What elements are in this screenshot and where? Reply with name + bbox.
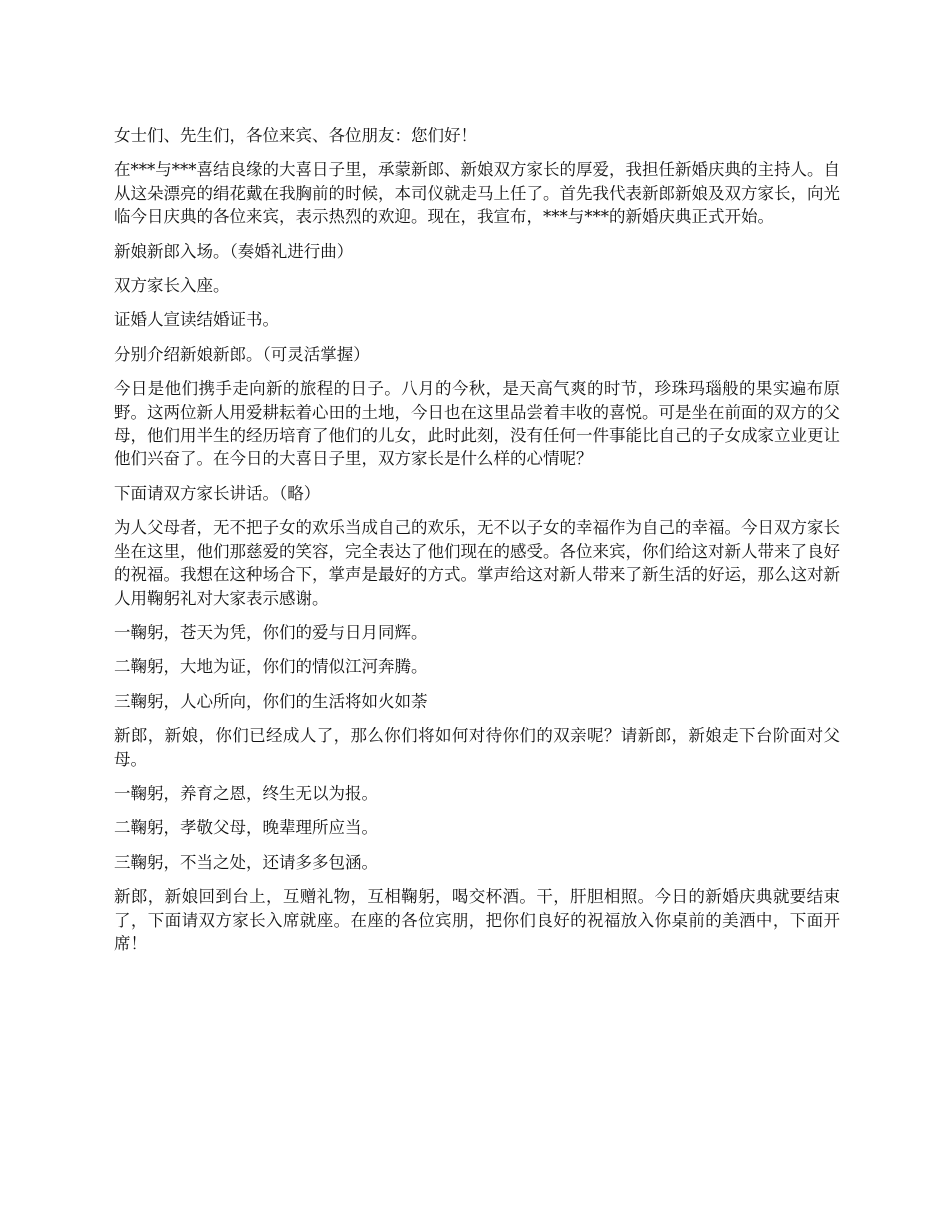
parents-seated-paragraph: 双方家长入座。 bbox=[114, 276, 230, 296]
opening-paragraph: 在***与***喜结良缘的大喜日子里，承蒙新郎、新娘双方家长的厚爱，我担任新婚庆典的主持人。自从这朵漂亮的绢花戴在我胸前的时候，本司仪就走马上任了。首先我代表新郎新娘及双方家长，向光临今日庆典的各位来宾，表示热烈的欢迎。现在，我宣布，***与***的新婚庆典正式开始。 bbox=[114, 160, 840, 227]
second-bow-paragraph: 二鞠躬，大地为证，你们的情似江河奔腾。 bbox=[114, 657, 428, 677]
closing-paragraph: 新郎，新娘回到台上，互赠礼物，互相鞠躬，喝交杯酒。干，肝胆相照。今日的新婚庆典就要结束了，下面请双方家长入席就座。在座的各位宾朋，把你们良好的祝福放入你桌前的美酒中，下面开席！ bbox=[114, 887, 840, 953]
first-bow-paragraph: 一鞠躬，苍天为凭，你们的爱与日月同辉。 bbox=[114, 622, 428, 642]
parents-second-bow-paragraph: 二鞠躬，孝敬父母，晚辈理所应当。 bbox=[114, 818, 378, 838]
greeting-paragraph: 女士们、先生们，各位来宾、各位朋友：您们好！ bbox=[114, 126, 477, 145]
face-parents-paragraph: 新郎，新娘，你们已经成人了，那么你们将如何对待你们的双亲呢？请新郎，新娘走下台阶面对父母。 bbox=[114, 726, 840, 769]
introduction-paragraph: 分别介绍新娘新郎。（可灵活掌握） bbox=[114, 344, 370, 364]
parents-speech-paragraph: 下面请双方家长讲话。（略） bbox=[114, 483, 321, 503]
certificate-paragraph: 证婚人宣读结婚证书。 bbox=[114, 310, 279, 330]
parents-joy-paragraph: 为人父母者，无不把子女的欢乐当成自己的欢乐，无不以子女的幸福作为自己的幸福。今日双方家长坐在这里，他们那慈爱的笑容，完全表达了他们现在的感受。各位来宾，你们给这对新人带来了良好的祝福。我想在这种场合下，掌声是最好的方式。掌声给这对新人带来了新生活的好运，那么这对新人用鞠躬礼对大家表示感谢。 bbox=[114, 518, 840, 608]
parents-first-bow-paragraph: 一鞠躬，养育之恩，终生无以为报。 bbox=[114, 783, 378, 803]
document-page bbox=[114, 124, 840, 966]
journey-paragraph: 今日是他们携手走向新的旅程的日子。八月的今秋，是天高气爽的时节，珍珠玛瑙般的果实遍布原野。这两位新人用爱耕耘着心田的土地，今日也在这里品尝着丰收的喜悦。可是坐在前面的双方的父母，他们用半生的经历培育了他们的儿女，此时此刻，没有任何一件事能比自己的子女成家立业更让他们兴奋了。在今日的大喜日子里，双方家长是什么样的心情呢？ bbox=[114, 379, 840, 469]
parents-third-bow-paragraph: 三鞠躬，不当之处，还请多多包涵。 bbox=[114, 852, 378, 872]
entrance-paragraph: 新娘新郎入场。（奏婚礼进行曲） bbox=[114, 241, 354, 261]
third-bow-paragraph: 三鞠躬，人心所向，你们的生活将如火如荼 bbox=[114, 691, 428, 711]
